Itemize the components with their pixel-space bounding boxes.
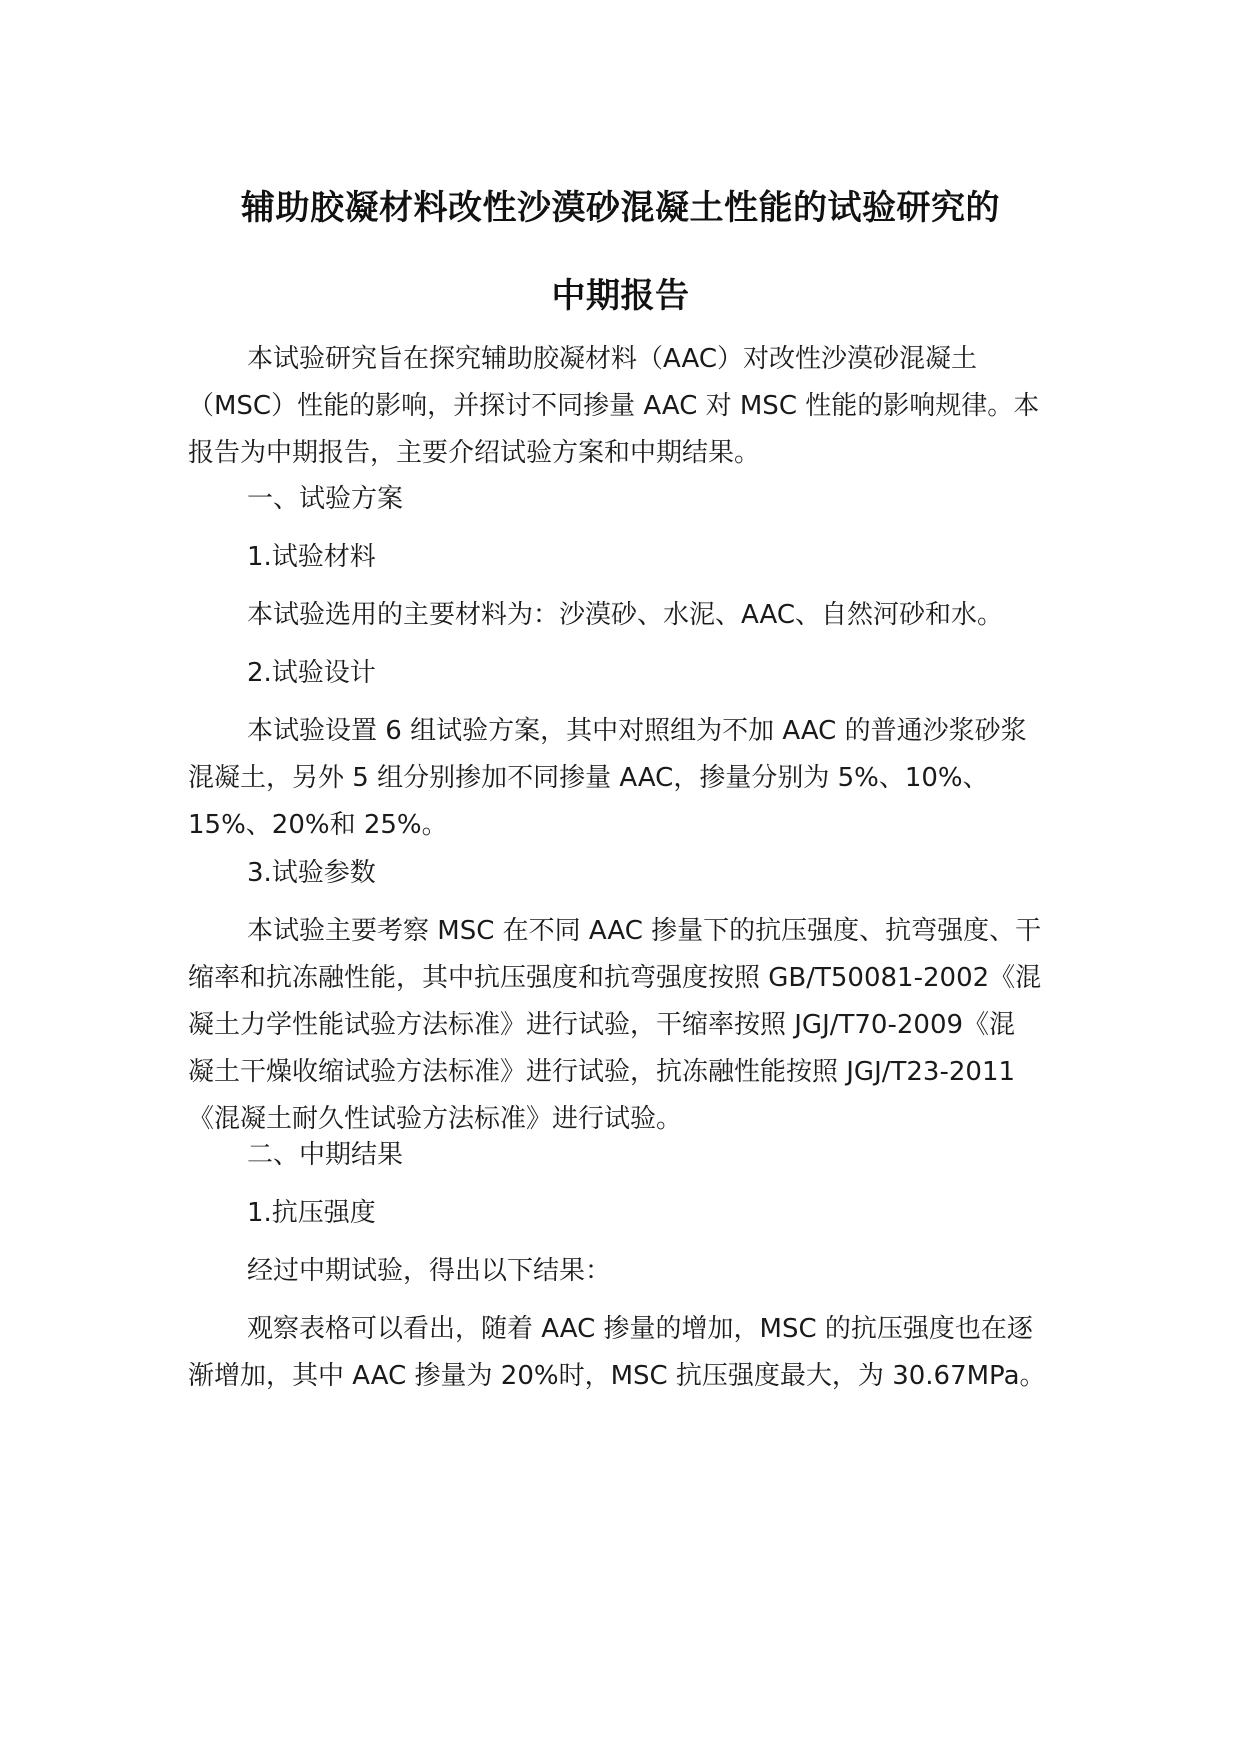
parameters-line: 凝土干燥收缩试验方法标准》进行试验，抗冻融性能按照 JGJ/T23-2011 [188, 1057, 1016, 1087]
subheading-materials: 1.试验材料 [247, 542, 376, 572]
subheading-parameters: 3.试验参数 [247, 858, 376, 888]
section-heading-results: 二、中期结果 [247, 1140, 404, 1170]
intro-line: （MSC）性能的影响，并探讨不同掺量 AAC 对 MSC 性能的影响规律。本 [188, 391, 1040, 421]
subheading-design: 2.试验设计 [247, 658, 376, 688]
parameters-line: 凝土力学性能试验方法标准》进行试验，干缩率按照 JGJ/T70-2009《混 [188, 1010, 1016, 1040]
results-line: 观察表格可以看出，随着 AAC 掺量的增加，MSC 的抗压强度也在逐 [247, 1314, 1033, 1344]
materials-text: 本试验选用的主要材料为：沙漠砂、水泥、AAC、自然河砂和水。 [247, 600, 1003, 630]
results-line: 渐增加，其中 AAC 掺量为 20%时，MSC 抗压强度最大，为 30.67MPa。 [188, 1361, 1046, 1391]
document-title-line-2: 中期报告 [551, 276, 690, 316]
document-title-line-1: 辅助胶凝材料改性沙漠砂混凝土性能的试验研究的 [241, 188, 1000, 228]
intro-line: 本试验研究旨在探究辅助胶凝材料（AAC）对改性沙漠砂混凝土 [247, 344, 977, 374]
subheading-compressive-strength: 1.抗压强度 [247, 1198, 376, 1228]
intro-paragraph [188, 336, 1054, 477]
intro-line: 报告为中期报告，主要介绍试验方案和中期结果。 [188, 438, 761, 468]
section-heading-plan: 一、试验方案 [247, 484, 404, 514]
design-paragraph [188, 708, 1054, 849]
design-line: 本试验设置 6 组试验方案，其中对照组为不加 AAC 的普通沙浆砂浆 [247, 716, 1027, 746]
parameters-paragraph [188, 908, 1054, 1143]
design-line: 混凝土，另外 5 组分别掺加不同掺量 AAC，掺量分别为 5%、10%、 [188, 763, 989, 793]
design-line: 15%、20%和 25%。 [188, 810, 448, 840]
parameters-line: 本试验主要考察 MSC 在不同 AAC 掺量下的抗压强度、抗弯强度、干 [247, 916, 1042, 946]
results-paragraph [188, 1306, 1054, 1400]
results-intro-text: 经过中期试验，得出以下结果： [247, 1256, 612, 1286]
parameters-line: 《混凝土耐久性试验方法标准》进行试验。 [188, 1104, 683, 1134]
parameters-line: 缩率和抗冻融性能，其中抗压强度和抗弯强度按照 GB/T50081-2002《混 [188, 963, 1042, 993]
